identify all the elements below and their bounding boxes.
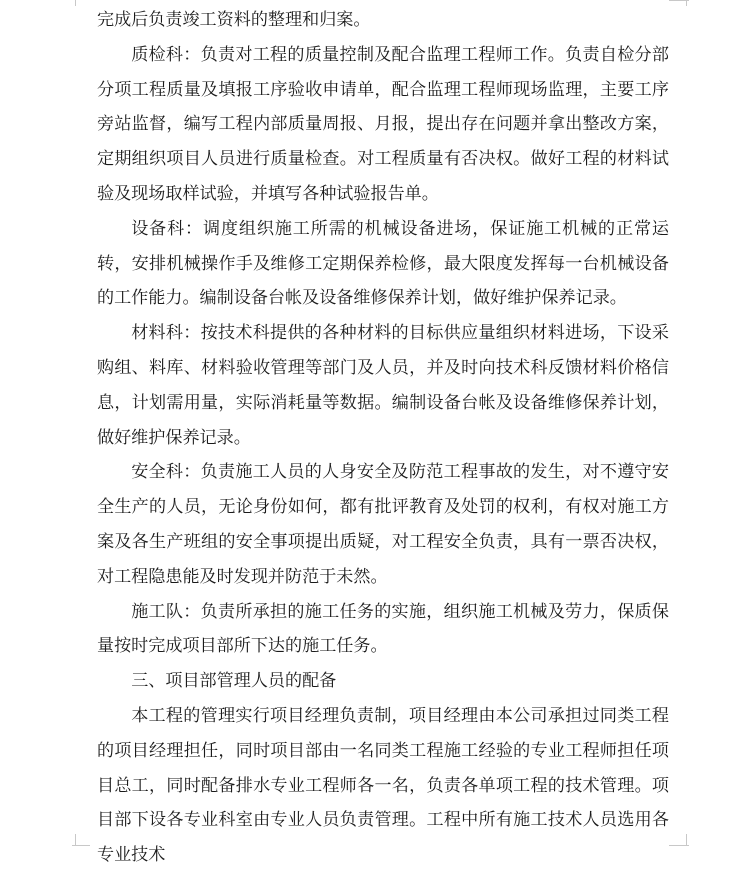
crop-mark-top-left-vertical	[75, 0, 76, 6]
paragraph-continuation: 完成后负责竣工资料的整理和归案。	[97, 10, 371, 30]
crop-mark-bottom-left-horizontal	[72, 845, 90, 846]
paragraph-safety: 安全科：负责施工人员的人身安全及防范工程事故的发生，对不遵守安全生产的人员，无论身份如何，都有批评教育及处罚的权利，有权对施工方案及各生产班组的安全事项提出质疑，对工程安全负责，具有一票否决权，对工程隐患能及时发现并防范于未然。	[97, 462, 669, 587]
paragraph-project-manager: 本工程的管理实行项目经理负责制，项目经理由本公司承担过同类工程的项目经理担任，同时项目部由一名同类工程施工经验的专业工程师担任项目总工，同时配备排水专业工程师各一名，负责各单项工程的技术管理。项目部下设各专业科室由专业人员负责管理。工程中所有施工技术人员选用各专业技术	[97, 705, 669, 866]
paragraph-equipment: 设备科：调度组织施工所需的机械设备进场，保证施工机械的正常运转，安排机械操作手及维修工定期保养检修，最大限度发挥每一台机械设备的工作能力。编制设备台帐及设备维修保养计划，做好维护保养记录。	[97, 218, 669, 309]
paragraph-quality-inspection: 质检科：负责对工程的质量控制及配合监理工程师工作。负责自检分部分项工程质量及填报工序验收申请单，配合监理工程师现场监理，主要工序旁站监督，编写工程内部质量周报、月报，提出存在问题并拿出整改方案，定期组织项目人员进行质量检查。对工程质量有否决权。做好工程的材料试验及现场取样试验，并填写各种试验报告单。	[97, 44, 669, 204]
crop-mark-bottom-right-horizontal	[669, 845, 689, 846]
crop-mark-top-right-horizontal	[669, 0, 689, 1]
document-body	[97, 3, 669, 873]
paragraph-construction-team: 施工队：负责所承担的施工任务的实施，组织施工机械及劳力，保质保量按时完成项目部所下达的施工任务。	[97, 601, 669, 657]
section-heading: 三、项目部管理人员的配备	[131, 671, 337, 692]
paragraph-materials: 材料科：按技术科提供的各种材料的目标供应量组织材料进场，下设采购组、料库、材料验收管理等部门及人员，并及时向技术科反馈材料价格信息，计划需用量，实际消耗量等数据。编制设备台帐及设备维修保养计划，做好维护保养记录。	[97, 323, 669, 448]
